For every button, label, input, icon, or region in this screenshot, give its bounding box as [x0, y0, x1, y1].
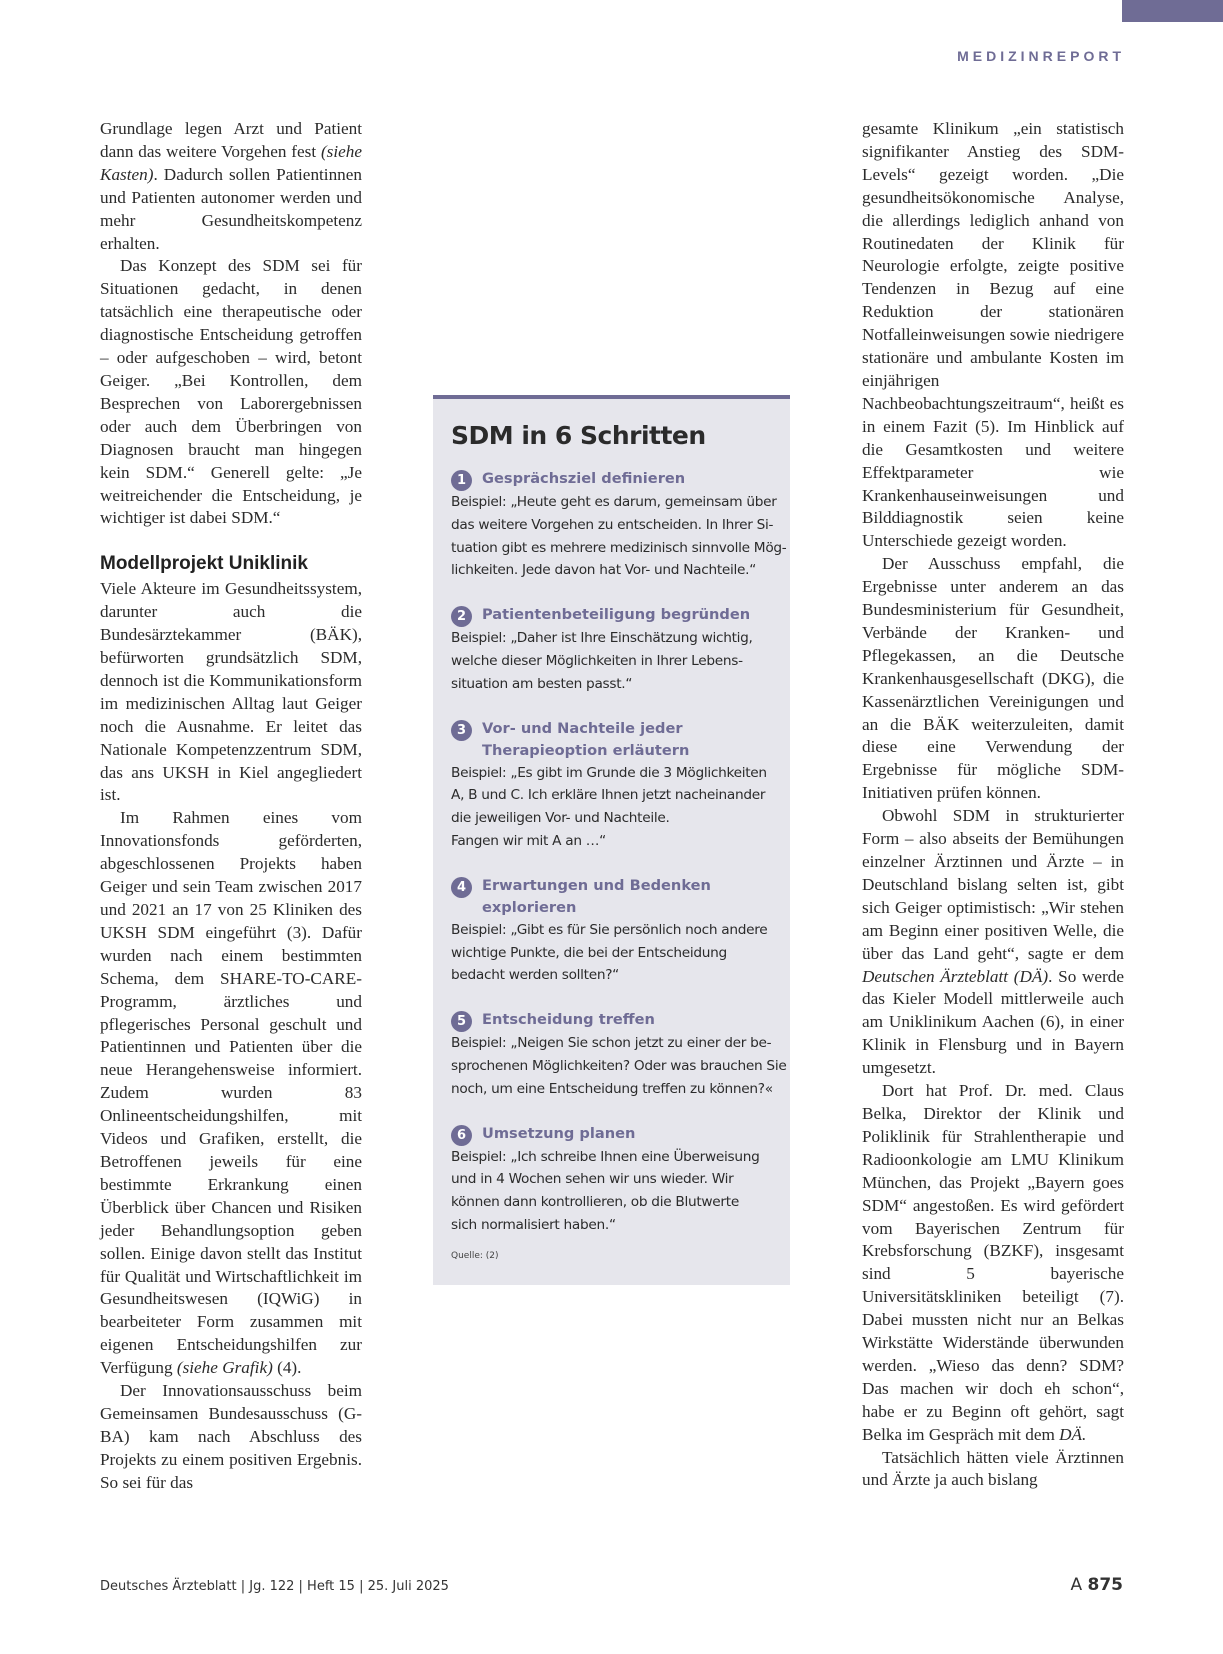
step-example — [451, 762, 772, 853]
paragraph: Dort hat Prof. Dr. med. Claus Belka, Direktor der Klinik und Poliklinik für Strahlentherapie und Radioonkologie am LMU Klinikum München, das Projekt „Bayern goes SDM“ angestoßen. Es wird gefördert vom Bayerischen Zentrum für Krebsforschung (BZKF), insgesamt sind 5 bayerische Universitätskliniken beteiligt (7). Dabei mussten nicht nur an Belkas Wirkstätte Widerstände überwunden werden. „Wieso das denn? SDM? Das machen wir doch eh schon“, habe er zu Beginn oft gehört, sagt Belka im Gespräch mit dem DÄ. — [862, 1081, 1124, 1444]
step-item — [451, 468, 787, 582]
step-example-line: lichkeiten. Jede davon hat Vor- und Nachteile.“ — [451, 562, 756, 579]
page-prefix: A — [1070, 1575, 1083, 1595]
step-example-line: Fangen wir mit A an …“ — [451, 832, 606, 849]
paragraph: gesamte Klinikum „ein statistisch signifikanter Anstieg des SDM-Levels“ gezeigt worden. „Die gesundheitsökonomische Analyse, die allerdings lediglich anhand von Routinedaten der Klinik für Neurologie erfolgte, zeigte positive Tendenzen in Bezug auf eine Reduktion der stationären Notfalleinweisungen sowie niedrigere stationäre und ambulante Kosten im einjährigen Nachbeobachtungszeitraum“, heißt es in einem Fazit (5). Im Hinblick auf die Gesamtkosten und weitere Effektparameter wie Krankenhauseinweisungen und Bilddiagnostik seien keine Unterschiede gezeigt worden. — [862, 119, 1124, 551]
step-example-line: Beispiel: „Daher ist Ihre Einschätzung wichtig, — [451, 630, 753, 647]
step-number-badge: 3 — [451, 720, 472, 741]
step-number-badge: 2 — [451, 606, 472, 627]
step-item — [451, 604, 772, 695]
paragraph: Im Rahmen eines vom Innovationsfonds geförderten, abgeschlossenen Projekts haben Geiger und sein Team zwischen 2017 und 2021 an 17 von 25 Kliniken des UKSH SDM eingeführt (3). Dafür wurden nach einem bestimmten Schema, dem SHARE-TO-CARE-Programm, ärztliches und pflegerisches Personal geschult und Patientinnen und Patienten über die neue Herangehensweise informiert. Zudem wurden 83 Onlineentscheidungshilfen, mit Videos und Grafiken, erstellt, die Betroffenen jeweils für eine bestimmte Erkrankung einen Überblick über Chancen und Risiken jeder Behandlungsoption geben sollen. Einige davon stellt das Institut für Qualität und Wirtschaftlichkeit im Gesundheitswesen (IQWiG) in bearbeiteter Form zusammen mit eigenen Entscheidungshilfen zur Verfügung (siehe Grafik) (4). — [100, 808, 362, 1378]
step-item — [451, 1009, 787, 1100]
step-number-badge: 4 — [451, 877, 472, 898]
step-example-line: Beispiel: „Heute geht es darum, gemeinsam über — [451, 494, 777, 510]
box-title: SDM in 6 Schritten — [451, 421, 706, 450]
step-example — [451, 1146, 772, 1237]
step-title: Patientenbeteiligung begründen — [482, 606, 751, 624]
step-title: Entscheidung treffen — [482, 1011, 655, 1029]
paragraph: Der Ausschuss empfahl, die Ergebnisse unter anderem an das Bundesministerium für Gesundheit, Verbände der Kranken- und Pflegekassen, an die Deutsche Krankenhausgesellschaft (DKG), die Kassenärztlichen Vereinigungen und an die BÄK weiterzuleiten, damit diese eine Verwendung der Ergebnisse für mögliche SDM-Initiativen prüfen können. — [862, 554, 1124, 803]
paragraph: Grundlage legen Arzt und Patient dann das weitere Vorgehen fest (siehe Kasten). Dadurch sollen Patientinnen und Patienten autonomer werden und mehr Gesundheitskompetenz erhalten. — [100, 119, 362, 253]
step-item — [451, 1123, 772, 1237]
corner-color-tab — [1122, 0, 1223, 22]
paragraph: Viele Akteure im Gesundheitssystem, darunter auch die Bundesärztekammer (BÄK), befürworten grundsätzlich SDM, dennoch ist die Kommunikationsform im medizinischen Alltag laut Geiger noch die Ausnahme. Er leitet das Nationale Kompetenzzentrum SDM, das ans UKSH in Kiel angegliedert ist. — [100, 579, 362, 805]
step-example — [451, 491, 787, 582]
step-example-line: das weitere Vorgehen zu entscheiden. In Ihrer Si- — [451, 516, 774, 533]
step-example-line: A, B und C. Ich erkläre Ihnen jetzt nacheinander — [451, 787, 766, 804]
paragraph: Tatsächlich hätten viele Ärztinnen und Ärzte ja auch bislang — [862, 1447, 1124, 1490]
step-example — [451, 1032, 787, 1100]
step-title: Umsetzung planen — [482, 1124, 636, 1142]
step-example-line: bedacht werden sollten?“ — [451, 967, 619, 984]
step-example-line: welche dieser Möglichkeiten in Ihrer Lebens- — [451, 652, 743, 669]
section-label: MEDIZINREPORT — [957, 48, 1125, 64]
step-number-badge: 6 — [451, 1125, 472, 1146]
page-number: 875 — [1087, 1575, 1123, 1595]
left-column — [100, 118, 362, 1495]
step-heading — [451, 718, 772, 762]
step-example-line: Beispiel: „Es gibt im Grunde die 3 Möglichkeiten — [451, 764, 767, 781]
step-example-line: Beispiel: „Gibt es für Sie persönlich noch andere — [451, 921, 768, 938]
step-example-line: und in 4 Wochen sehen wir uns wieder. Wir — [451, 1171, 734, 1188]
paragraph: Das Konzept des SDM sei für Situationen gedacht, in denen tatsächlich eine therapeutische oder diagnostische Entscheidung getroffen – oder aufgeschoben – wird, betont Geiger. „Bei Kontrollen, dem Besprechen von Laborergebnissen oder auch dem Überbringen von Diagnosen braucht man hingegen kein SDM.“ Generell gelte: „Je weitreichender die Entscheidung, je wichtiger ist dabei SDM.“ — [100, 256, 362, 528]
step-example-line: sich normalisiert haben.“ — [451, 1216, 616, 1233]
step-example-line: tuation gibt es mehrere medizinisch sinnvolle Mög- — [451, 539, 787, 556]
footer-journal: Deutsches Ärzteblatt | Jg. 122 | Heft 15 | 25. Juli 2025 — [100, 1579, 449, 1594]
step-example-line: Beispiel: „Neigen Sie schon jetzt zu einer der be- — [451, 1035, 772, 1052]
right-column — [862, 118, 1124, 1492]
step-example-line: Beispiel: „Ich schreibe Ihnen eine Überweisung — [451, 1148, 760, 1165]
paragraph: Der Innovationsausschuss beim Gemeinsamen Bundesausschuss (G-BA) kam nach Abschluss des Projekts zu einem positiven Ergebnis. So sei für das — [100, 1381, 362, 1492]
step-heading — [451, 1123, 772, 1146]
paragraph: Obwohl SDM in strukturierter Form – also abseits der Bemühungen einzelner Ärztinnen und Ärzte – in Deutschland bislang selten ist, gibt sich Geiger optimistisch: „Wir stehen am Beginn einer positiven Welle, die über das Land geht“, sagte er dem Deutschen Ärzteblatt (DÄ). So werde das Kieler Modell mittlerweile auch am Uniklinikum Aachen (6), in einer Klinik in Flensburg und in Bayern umgesetzt. — [862, 806, 1124, 1078]
step-item — [451, 875, 772, 987]
step-example-line: können dann kontrollieren, ob die Blutwerte — [451, 1194, 739, 1211]
step-example-line: sprochenen Möglichkeiten? Oder was brauchen Sie — [451, 1057, 787, 1074]
subheading: Modellprojekt Uniklinik — [100, 553, 308, 575]
step-example-line: die jeweiligen Vor- und Nachteile. — [451, 810, 670, 827]
sdm-steps-box — [433, 395, 790, 1285]
step-heading — [451, 468, 772, 491]
footer-page — [1070, 1575, 1123, 1595]
steps-list — [451, 468, 787, 1237]
step-number-badge: 5 — [451, 1011, 472, 1032]
step-title: Vor- und Nachteile jeder Therapieoption erläutern — [482, 719, 690, 759]
step-example — [451, 919, 772, 987]
step-example-line: noch, um eine Entscheidung treffen zu können?« — [451, 1080, 773, 1097]
step-example-line: situation am besten passt.“ — [451, 675, 633, 692]
step-title: Erwartungen und Bedenken explorieren — [482, 876, 711, 916]
step-heading — [451, 604, 772, 627]
step-heading — [451, 875, 772, 919]
step-heading — [451, 1009, 772, 1032]
step-example-line: wichtige Punkte, die bei der Entscheidung — [451, 944, 727, 961]
step-item — [451, 718, 772, 853]
box-source: Quelle: (2) — [451, 1250, 499, 1261]
step-number-badge: 1 — [451, 470, 472, 491]
step-title: Gesprächsziel definieren — [482, 470, 686, 487]
step-example — [451, 627, 772, 695]
